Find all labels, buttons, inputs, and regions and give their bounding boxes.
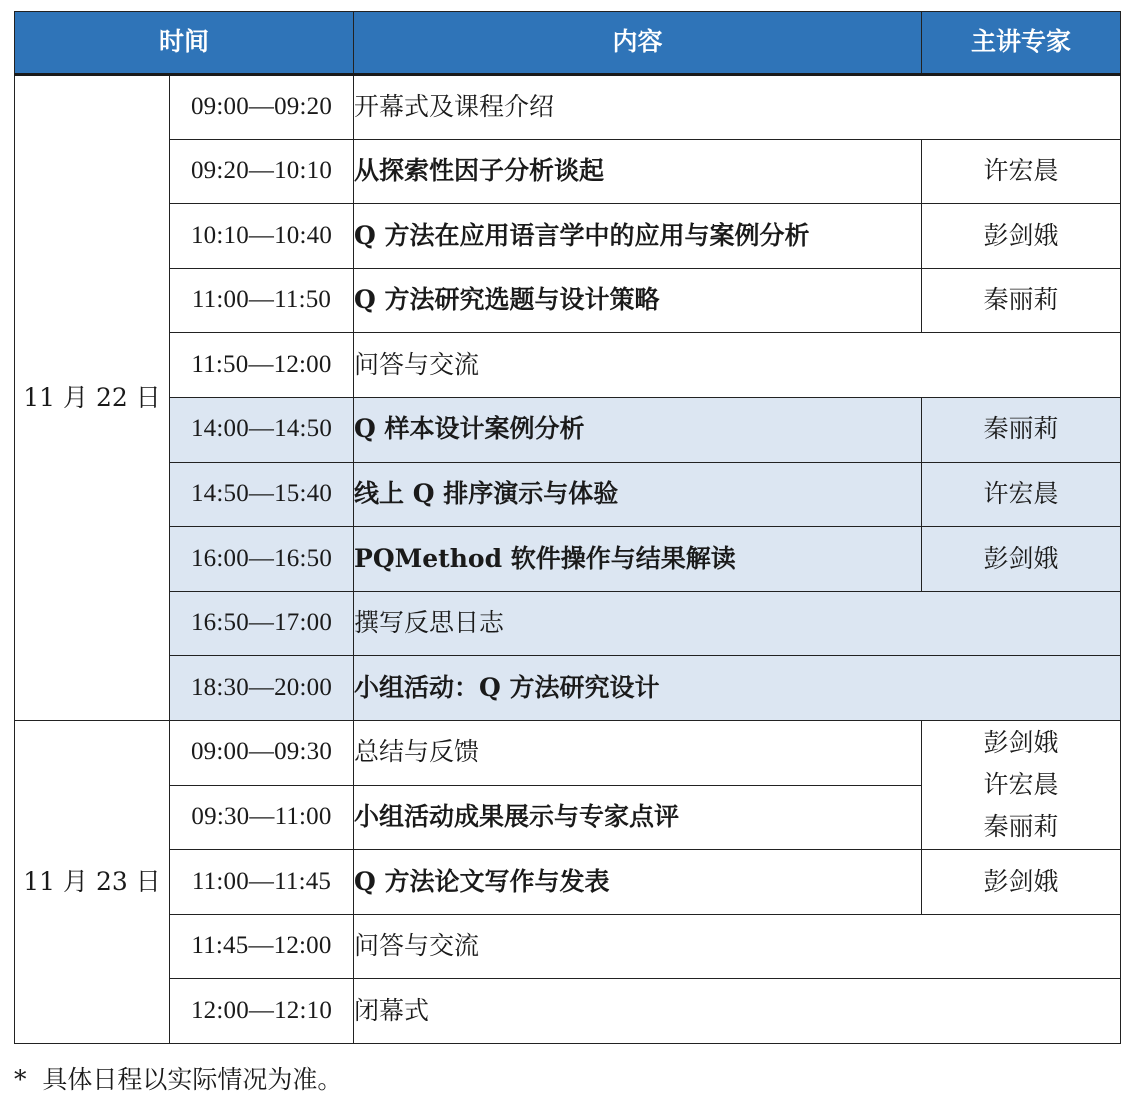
joint-speakers-cell <box>922 720 1121 849</box>
table-row <box>15 75 1121 140</box>
time-cell: 11:50—12:00 <box>170 333 354 398</box>
table-row <box>15 914 1121 979</box>
time-cell: 16:50—17:00 <box>170 591 354 656</box>
content-cell: Q 方法研究选题与设计策略 <box>354 268 922 333</box>
content-cell: 开幕式及课程介绍 <box>354 75 1121 140</box>
content-cell: 从探索性因子分析谈起 <box>354 139 922 204</box>
table-row <box>15 656 1121 721</box>
speaker-name: 秦丽莉 <box>983 812 1059 842</box>
table-row <box>15 462 1121 527</box>
speaker-cell: 彭剑娥 <box>922 527 1121 592</box>
time-cell: 09:00—09:30 <box>170 720 354 785</box>
footnote: * 具体日程以实际情况为准。 <box>14 1065 343 1094</box>
content-cell: PQMethod 软件操作与结果解读 <box>354 527 922 592</box>
content-cell: Q 样本设计案例分析 <box>354 397 922 462</box>
content-cell: 闭幕式 <box>354 979 1121 1044</box>
content-cell: 问答与交流 <box>354 333 1121 398</box>
time-cell: 11:00—11:50 <box>170 268 354 333</box>
content-cell: 小组活动：Q 方法研究设计 <box>354 656 1121 721</box>
table-row <box>15 527 1121 592</box>
table-row <box>15 591 1121 656</box>
date-cell-day2: 11 月 23 日 <box>15 720 170 1043</box>
table-header-row <box>15 12 1121 75</box>
time-cell: 14:50—15:40 <box>170 462 354 527</box>
table-row <box>15 397 1121 462</box>
table-row <box>15 850 1121 915</box>
header-time: 时间 <box>15 12 354 75</box>
speaker-cell: 许宏晨 <box>922 462 1121 527</box>
header-speaker: 主讲专家 <box>922 12 1121 75</box>
content-cell: 线上 Q 排序演示与体验 <box>354 462 922 527</box>
time-cell: 10:10—10:40 <box>170 204 354 269</box>
time-cell: 11:00—11:45 <box>170 850 354 915</box>
speaker-cell: 秦丽莉 <box>922 268 1121 333</box>
table-row <box>15 720 1121 785</box>
table-row <box>15 333 1121 398</box>
header-content: 内容 <box>354 12 922 75</box>
table-row <box>15 204 1121 269</box>
content-cell: 总结与反馈 <box>354 720 922 785</box>
content-cell: Q 方法在应用语言学中的应用与案例分析 <box>354 204 922 269</box>
speaker-cell: 彭剑娥 <box>922 850 1121 915</box>
time-cell: 18:30—20:00 <box>170 656 354 721</box>
content-cell: 问答与交流 <box>354 914 1121 979</box>
speaker-name: 许宏晨 <box>983 770 1059 800</box>
time-cell: 09:20—10:10 <box>170 139 354 204</box>
date-cell-day1: 11 月 22 日 <box>15 75 170 721</box>
schedule-table <box>14 11 1121 1044</box>
content-cell: 小组活动成果展示与专家点评 <box>354 785 922 850</box>
table-row <box>15 979 1121 1044</box>
time-cell: 09:00—09:20 <box>170 75 354 140</box>
speaker-cell: 彭剑娥 <box>922 204 1121 269</box>
time-cell: 14:00—14:50 <box>170 397 354 462</box>
time-cell: 12:00—12:10 <box>170 979 354 1044</box>
speaker-cell: 许宏晨 <box>922 139 1121 204</box>
table-row <box>15 268 1121 333</box>
speaker-cell: 秦丽莉 <box>922 397 1121 462</box>
table-row <box>15 139 1121 204</box>
time-cell: 16:00—16:50 <box>170 527 354 592</box>
content-cell: Q 方法论文写作与发表 <box>354 850 922 915</box>
speaker-name: 彭剑娥 <box>983 728 1059 758</box>
time-cell: 11:45—12:00 <box>170 914 354 979</box>
time-cell: 09:30—11:00 <box>170 785 354 850</box>
content-cell: 撰写反思日志 <box>354 591 1121 656</box>
